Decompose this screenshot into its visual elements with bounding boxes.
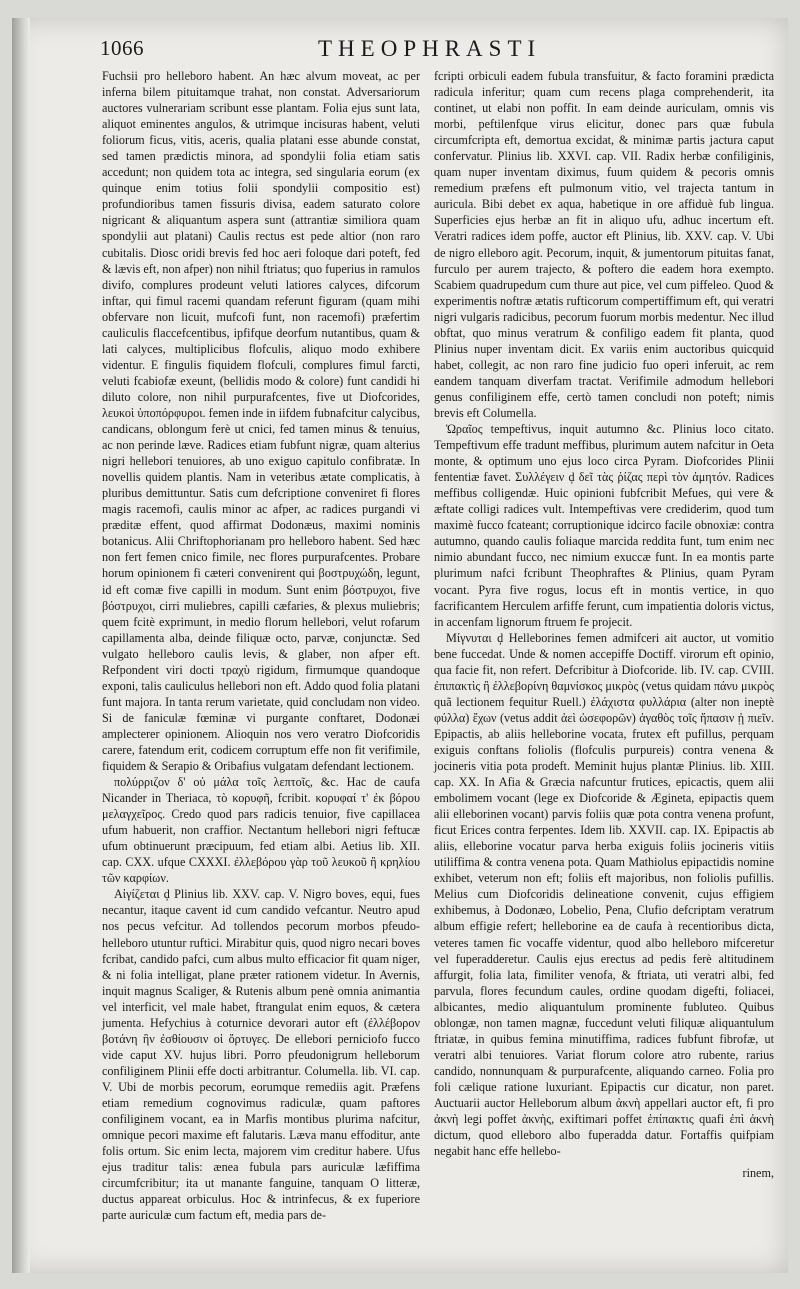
page-number: 1066: [100, 36, 144, 60]
running-title: THEOPHRASTI: [318, 36, 542, 61]
page-header: [100, 36, 780, 70]
page-gutter-shadow: [12, 18, 30, 1273]
paragraph: Αἰγίζεται ḑ Plinius lib. XXV. cap. V. Nigro boves, equi, fues necantur, itaque cavent id cum candido vefcantur. Neutro apud nos pecus vefcitur. Ad tollendos pecorum morbos pfeudo-helleboro utuntur ruftici. Mirabitur quis, quod nigro necari boves fcribat, candido pafci, cum albus multo efficacior fit quam niger, & ni folia intelligat, plane præter rationem videtur. In Avernis, inquit magnus Scaliger, & Rutenis album penè omnia animantia vel interficit, vel male habet, ftrangulat enim equos, & cætera jumenta. Hefychius à coturnice devorari autor eft (ἐλλέβορον βοτάνη ἣν ἐσθίουσιν οἱ ὄρτυγες. De ellebori perniciofo fucco vide caput XV. hujus libri. Porro pfeudonigrum helleborum confiliginem Plinii effe docti arbitrantur. Columella. lib. VI. cap. V. Ubi de morbis pecorum, eorumque remediis agit. Præfens etiam remedium cognovimus radiculæ, quam paftores confiliginem vocant, ea in Marfis montibus plurima nafcitur, omnique pecori maxime eft falutaris. Læva manu effoditur, ante folis ortum. Sic enim lecta, majorem vim creditur habere. Ufus ejus traditur talis: ænea fubula pars auriculæ læfiffima circumfcribitur; ita ut manante fanguine, tanquam O litteræ, ductus appareat orbiculus. Hoc & intrinfecus, & ex fuperiore parte auriculæ cum factum eft, media pars de-: [102, 887, 420, 1223]
paragraph: πολύρριζον δ' οὐ μάλα τοῖς λεπτοῖς, &c. Hac de caufa Nicander in Theriaca, τὸ κορυφῆ, fcribit. κορυφαί τ' ἐκ βόρου μελαγχεῖρος. Credo quod pars radicis tenuior, five capillacea ufum habuerit, non craffior. Nectantum hellebori nigri feftucæ ufum obtinuerunt præcipuum, fed etiam albi. Aetius lib. XII. cap. CXX. ufque CXXXI. ἐλλεβόρου γὰρ τοῦ λευκοῦ ἢ κρηλίου τῶν καρφίων.: [102, 775, 420, 886]
book-page: [12, 18, 788, 1273]
paragraph: Μίγνυται ḑ Helleborines femen admifceri ait auctor, ut vomitio bene fuccedat. Unde & nomen accepiffe Doctiff. virorum eft opinio, qua facie fit, non refert. Defcribitur à Diofcoride. lib. IV. cap. CVIII. ἐπιπακτὶς ἢ ἐλλεβορίνη θαμνίσκος μικρὸς (vetus quidam πάνυ μικρὸς quã lectionem fequitur Ruell.) ἐλάχιστα φυλλάρια (alter non ineptè φύλλα) ἔχων (vetus addit ἀεὶ ὡσεφορῶν) ἀγαθὸς τοῖς ἥπασιν ᾐ πιεῖν. Epipactis, ab aliis helleborine vocata, frutex eft pufillus, perquam exiguis conftans foliolis (flofculis purpureis) contra venena & jocineris vitia pota prodeft. Meminit hujus plantæ Plinius. lib. XIII. cap. XX. In Afia & Græcia nafcuntur frutices, epicactis, quem alii embolimem vocant (lege ex Diofcoride & Ægineta, epipactis quem alii elleborinen vocant) parvis foliis quæ pota contra venena profunt, ficut Erices contra ferpentes. Idem lib. XXVII. cap. IX. Epipactis ab aliis, elleborine vocatur parva herba exiguis foliis jocineris vitiis utiliffima & contra venena pota. Quam Mathiolus epipactidis nomine exhibet, veterum non eft; foliis eft majoribus, non foliolis pufillis. Melius cum Diofcoridis delineatione convenit, cujus effigiem exhibemus, à Dodonæo, Lobelio, Pena, Clufio defcriptam veratrum album effigie refert; helleborine ea de caufa à recentioribus dicta, veteres tamen fic vocaffe videntur, quod albo helleboro mifceretur vel fuperadderetur. Caulis ejus erectus ad pedis ferè altitudinem affurgit, folia lata, fimiliter venofa, & ftriata, uti veratri albi, fed parvula, flores fecundum caules, ordine quodam digefti, foliacei, albicantes, medio aliquantulum prominente fubluteo. Quibus oblongæ, non tamen magnæ, fuccedunt veluti filiquæ aliquantulum ftriatæ, in quibus femina minutiffima, radices fubfunt fibrofæ, ut veratri albi tenuiores. Variat florum colore atro rubente, rarius candido, nonnunquam & purpurafcente, aliquando carneo. Folia pro foli cælique ratione luxuriant. Epipactis cur dicatur, non paret. Auctuarii auctor Helleborum album ἀκνὴ appellari auctor eft, fi pro ἀκνὴ legi poffet ἀκνὴς, exiftimari poffet ἐπίπακτις quafi ἐπὶ ἀκνὴ dictum, quod elleboro albo fuperadda datur. Fortaffis quifpiam negabit hanc effe hellebo-: [434, 630, 774, 1159]
catchword: rinem,: [742, 1166, 774, 1181]
paragraph: Ὡραῖος tempeftivus, inquit autumno &c. Plinius loco citato. Tempeftivum effe tradunt meffibus, plurimum autem nafcitur in Oeta monte, & optimum uno ejus loco circa Pyram. Diofcorides Plinii fententiæ favet. Συλλέγειν ḑ δεῖ τὰς ῥίζας περὶ τὸν ἀμητόν. Radices meffibus colligendæ. Huic opinioni fubfcribit Mefues, qui vere & æftate colligi radices vult. Intempeftivas vere crediderim, quod tum maximè fucco fcateant; corruptionique idcirco facile obnoxiæ: contra autumno, quando caulis foliaque marcida reddita funt, tum enim nec nimio abundant fucco, nec nimium exuccæ funt. In ea montis parte plurimum nafci fcribunt Theophraftes & Plinius, quam Pyram vocant. Pyra five rogus, locus eft in montis vertice, in quo facrificantem Herculem arfiffe ferunt, cum impatientia doloris victus, in accenfam lignorum ftruem fe projecit.: [434, 422, 774, 629]
left-text-column: [102, 68, 420, 1223]
paragraph: Fuchsii pro helleboro habent. An hæc alvum moveat, ac per inferna bilem pituitamque trahat, non constat. Adversariorum auctores vulnerariam scribunt esse plantam. Folia ejus sunt lata, aliquot eminentes angulos, & utrimque incisuras habent, veluti foliorum ficus, vitis, aceris, qualia platani esse abunde constat, sed tamen prædictis minora, ad spondylii folia etiam satis accedunt; non quidem tota ac integra, sed singularia eorum (ex quinque enim totius folii spondylii compositio est) profundioribus tamen fissuris divisa, eadem saturato colore nigricant & aliquantum aspera sunt (attrantiæ similiora quam spondylii aut platani) Caulis rectus est pede altior (non raro cubitalis. Diosc oridi brevis fed hoc aeri foloque dari poteft, fed & lævis eft, non afper) non nihil ftriatus; quo fuperius in ramulos divifo, complures prodeunt veluti latiores calyces, difcorum inftar, qui fimul racemi quandam referunt figuram (quam mihi obfervare non licuit, mufcofi funt, non racemofi) præfertim cauliculis flaccefcentibus, ipfifque deorfum nutantibus, quam & lati calyces, multiplicibus flofculis, aliquo modo exhibere videntur. E fingulis fiquidem flofculi, complures fimul farcti, veluti fcabiofæ exeunt, (bellidis modo & colore) funt candidi hi diluto colore, non nihil purpurafcentes, five ut Diofcorides, λευκοὶ ὑποπόρφυροι. femen inde in iifdem fubnafcitur calycibus, candicans, oblongum ferè ut cnici, fed tamen minus & tenuius, ac non perinde læve. Radices etiam fubfunt nigræ, quam alterius nigri hellebori tenuiores, ab uno exiguo capitulo confibratæ. In novellis quidem plantis. Nam in veteribus ætate complicatis, à pluribus demittuntur. Satis cum defcriptione conveniret fi flores magis racemofi, caulis minor ac afper, ac radices purgandi vi præditæ effent, quod affirmat Dodonæus, maximi nominis botanicus. Alii Chriftophorianam pro helleboro habent. Sed hæc non fert femen cnico fimile, nec flores purpurafcentes. Probare horum opinionem fi cæteri convenirent qui βοστρυχώδη, legunt, id eft comæ five capilli in modum. Sunt enim βόστρυχοι, five βόστρυχοι, cirri muliebres, capilli cæfaries, & plexus muliebris; quem fcitè exprimunt, in medio florum hellebori, velut rofarum capillamenta alba, deinde filiquæ octo, parvæ, conjunctæ. Sed vulgato helleboro caulis levis, & glaber, non afper eft. Refpondent viri docti τραχὺ rigidum, firmumque quandoque exponi, talis cauliculus hellebori non eft. Addo quod folia platani funt majora. In tanta rerum varietate, quid concludam non video. Si de faniculæ fœminæ vi purgante conftaret, Dodonæi amplecterer opinionem. Alioquin nos vero veratro Diofcoridis carere, fatendum erit, codicem corruptum effe non fit verifimile, fiquidem & Serapio & Oribafius vulgatam defendant lectionem.: [102, 69, 420, 774]
right-text-column: [434, 68, 774, 1181]
paragraph: fcripti orbiculi eadem fubula transfuitur, & facto foramini prædicta radicula inferitur; quam cum recens plaga comprehenderit, ita continet, ut elabi non poffit. In eam deinde auriculam, omnis vis morbi, peftilenfque virus elicitur, donec pars quæ fubula circumfcripta eft, demortua excidat, & minimæ partis jactura caput confervatur. Plinius lib. XXVI. cap. VII. Radix herbæ confiliginis, quam nuper inventam diximus, fuum quidem & pecoris omnis remedium præfens eft pulmonum vitio, vel trajecta tantum in auricula. Bibi debet ex aqua, habetique in ore affiduè fub lingua. Superficies ejus herbæ an fit in aliquo ufu, adhuc incertum eft. Veratri radices idem poffe, auctor eft Plinius, lib. XXV. cap. V. Ubi de nigro elleboro agit. Pecorum, inquit, & jumentorum pituitas fanat, furculo per aurem trajecto, & poftero die eadem hora exempto. Scabiem quadrupedum cum thure aut pice, vel cum piffeleo. Quod & experimentis noftræ ætatis rufticorum compertiffimum eft, qui veratri nigri vulgaris radicibus, pecorum fuorum morbis medentur. Nec illud obftat, quo minus veratrum & confiligo eadem fit planta, quod Plinius nuper inventam dicit. Ex variis enim auctoribus quicquid habet, collegit, ac non raro fine judicio fuo operi inferuit, ac rem eandem tanquam diverfam tractat. Verifimile admodum hellebori genus confiliginem effe, certò tamen concludi non poteft; nimis brevis eft Columella.: [434, 69, 774, 420]
